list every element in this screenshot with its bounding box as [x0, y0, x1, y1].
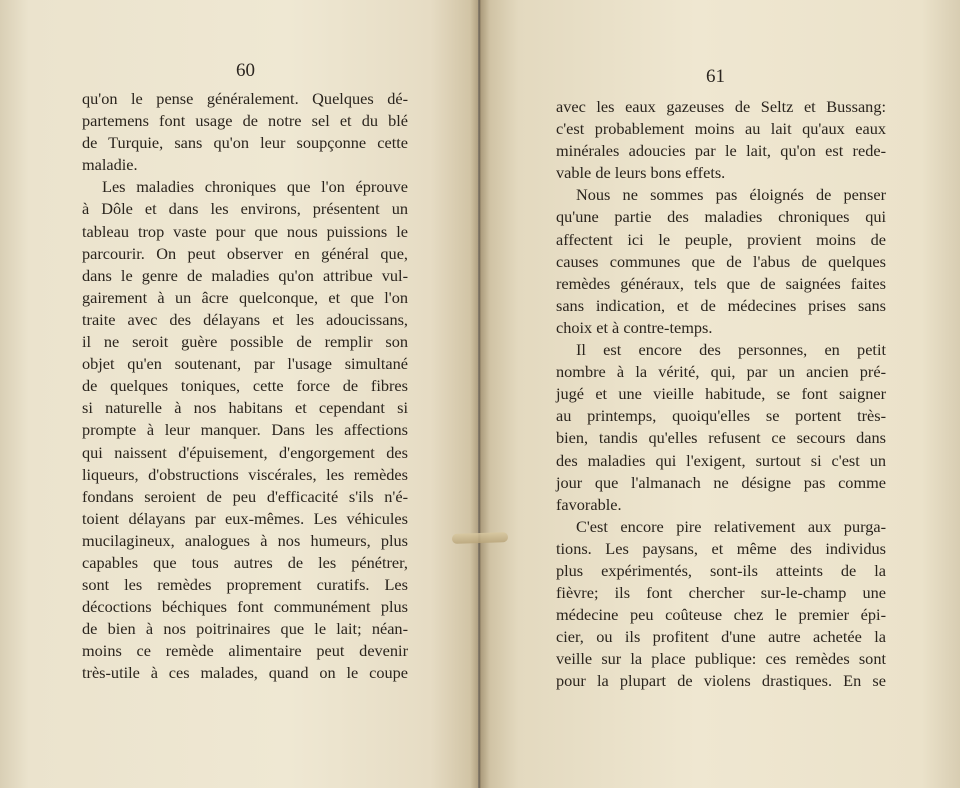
- text-line: mucilagineux, analogues à nos humeurs, plus: [82, 530, 408, 550]
- text-line: jour que l'almanach ne désigne pas comme: [556, 472, 886, 492]
- text-line: c'est probablement moins au lait qu'aux eaux: [556, 119, 886, 139]
- text-line: nombre à la vérité, qui, par un ancien pré-: [556, 362, 886, 382]
- text-line: veille sur la place publique: ces remèdes sont: [556, 649, 886, 669]
- text-line: minérales adoucies par le lait, qu'on est rede-: [556, 141, 886, 161]
- text-line: plus expérimentés, sont-ils atteints de la: [556, 560, 886, 580]
- text-line: à Dôle et dans les environs, présentent un: [82, 199, 408, 219]
- text-line: favorable.: [556, 494, 622, 514]
- text-line: affectent ici le peuple, provient moins de: [556, 229, 886, 249]
- text-line: fondans seroient de peu d'efficacité s'ils n'é-: [82, 486, 408, 506]
- text-line: tions. Les paysans, et même des individus: [556, 538, 886, 558]
- text-line: des maladies qui l'exigent, surtout si c'est un: [556, 450, 886, 470]
- text-line: moins ce remède alimentaire peut devenir: [82, 641, 408, 661]
- book-gutter: [470, 0, 490, 788]
- text-line: maladie.: [82, 155, 138, 175]
- text-line: gairement à un âcre quelconque, et que l'on: [82, 287, 408, 307]
- text-line: traite avec des délayans et les adoucissans,: [82, 309, 408, 329]
- right-page-text: [556, 96, 886, 693]
- text-line: au printemps, quoiqu'elles se portent très-: [556, 406, 886, 426]
- right-page-number: 61: [706, 66, 725, 87]
- text-line: Les maladies chroniques que l'on éprouve: [102, 177, 408, 197]
- text-line: sont les remèdes proprement curatifs. Les: [82, 575, 408, 595]
- text-line: tableau trop vaste pour que nous puissions le: [82, 221, 408, 241]
- text-line: liqueurs, d'obstructions viscérales, les remèdes: [82, 464, 408, 484]
- text-line: vable de leurs bons effets.: [556, 163, 726, 183]
- binding-thread: [452, 532, 508, 544]
- text-line: Nous ne sommes pas éloignés de penser: [576, 185, 886, 205]
- text-line: C'est encore pire relativement aux purga-: [576, 516, 886, 536]
- text-line: de Turquie, sans qu'on leur soupçonne cette: [82, 133, 408, 153]
- text-line: objet qu'en soutenant, par l'usage simultané: [82, 354, 408, 374]
- text-line: cier, ou ils profitent d'une autre achetée la: [556, 627, 886, 647]
- right-page: [480, 0, 960, 788]
- text-line: de bien à nos poitrinaires que le lait; néan-: [82, 619, 408, 639]
- text-line: bien, tandis qu'elles refusent ce secours dans: [556, 428, 886, 448]
- text-line: décoctions béchiques font communément plus: [82, 597, 408, 617]
- text-line: très-utile à ces malades, quand on le coupe: [82, 663, 408, 683]
- text-line: prompte à leur manquer. Dans les affections: [82, 420, 408, 440]
- text-line: causes communes que de l'abus de quelques: [556, 251, 886, 271]
- text-line: toient délayans par eux-mêmes. Les véhicules: [82, 508, 408, 528]
- left-page-text: [82, 88, 408, 685]
- text-line: choix et à contre-temps.: [556, 317, 713, 337]
- text-line: partemens font usage de notre sel et du blé: [82, 111, 408, 131]
- text-line: remèdes généraux, tels que de saignées faites: [556, 273, 886, 293]
- text-line: avec les eaux gazeuses de Seltz et Bussang:: [556, 97, 886, 116]
- text-line: jugé et une vieille habitude, se font saigner: [556, 384, 886, 404]
- text-line: parcourir. On peut observer en général que,: [82, 243, 408, 263]
- text-line: qui naissent d'épuisement, d'engorgement des: [82, 442, 408, 462]
- text-line: qu'on le pense généralement. Quelques dé-: [82, 89, 408, 108]
- text-line: pour la plupart de violens drastiques. En se: [556, 671, 886, 691]
- left-page-number: 60: [236, 60, 255, 81]
- text-line: si naturelle à nos habitans et cependant si: [82, 398, 408, 418]
- text-line: fièvre; ils font chercher sur-le-champ une: [556, 583, 886, 603]
- text-line: de quelques toniques, cette force de fibres: [82, 376, 408, 396]
- text-line: dans le genre de maladies qu'on attribue vul-: [82, 265, 408, 285]
- text-line: Il est encore des personnes, en petit: [576, 340, 886, 360]
- text-line: médecine peu coûteuse chez le premier épi-: [556, 605, 886, 625]
- text-line: il ne seroit guère possible de remplir son: [82, 332, 408, 352]
- text-line: sans indication, et de médecines prises sans: [556, 295, 886, 315]
- text-line: qu'une partie des maladies chroniques qui: [556, 207, 886, 227]
- text-line: capables que tous autres de les pénétrer,: [82, 552, 408, 572]
- left-page: [0, 0, 478, 788]
